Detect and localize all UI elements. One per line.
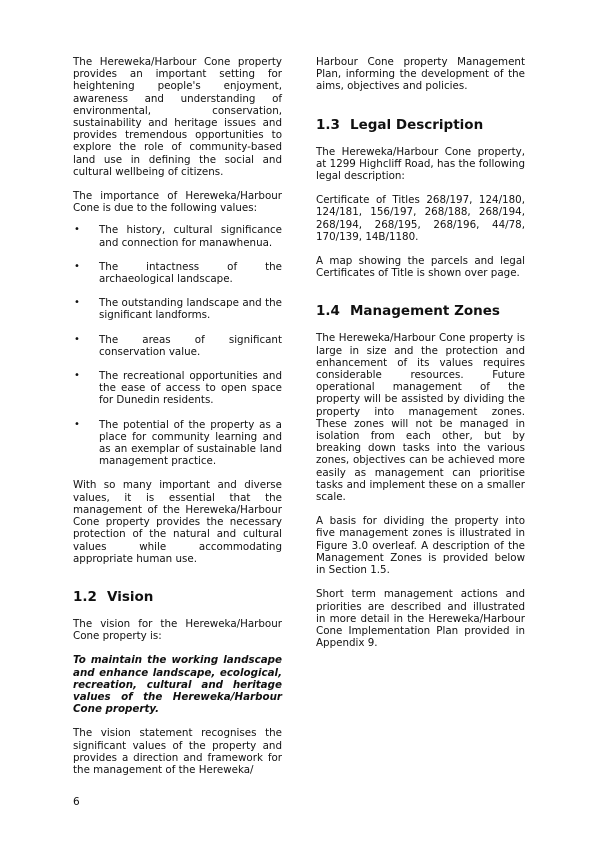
bullet-icon: • — [74, 224, 80, 236]
bullet-icon: • — [74, 260, 80, 272]
list-item: • The outstanding landscape and the significant landforms. — [74, 297, 282, 322]
diverse-values-paragraph: With so many important and diverse values, it is essential that the management of the Hereweka/Harbour Cone property provides the necessary protection of the natural and cultural values while accommodating appropriate human use. — [73, 479, 282, 565]
vision-statement: The vision statement recognises the significant values of the property and provides a direction and framework for the management of the Hereweka/ — [73, 727, 282, 776]
page-number: 6 — [73, 796, 80, 808]
list-item: • The areas of significant conservation value. — [74, 333, 282, 358]
section-title: Management Zones — [350, 303, 500, 320]
list-item: • The intactness of the archaeological landscape. — [74, 260, 282, 286]
vision-lead: The vision for the Hereweka/Harbour Cone property is: — [73, 617, 282, 643]
bullet-icon: • — [74, 297, 80, 309]
continuation-paragraph: Harbour Cone property Management Plan, informing the development of the aims, objectives and policies. — [316, 56, 525, 93]
bullet-icon: • — [74, 418, 80, 430]
left-column — [73, 56, 282, 788]
bullet-icon: • — [74, 333, 80, 345]
vision-quote: To maintain the working landscape and enhance landscape, ecological, recreation, cultural and heritage values of the Hereweka/Harbour Cone property. — [73, 654, 282, 716]
list-item: • The recreational opportunities and the ease of access to open space for Dunedin residents. — [74, 370, 282, 407]
zones-paragraph: The Hereweka/Harbour Cone property is large in size and the protection and enhancement of its values requires considerable resources. Future operational management of the property will be assisted by dividing the property into management zones. These zones will not be managed in isolation from each other, but by breaking down tasks into the various zones, objectives can be achieved more easily as management can prioritise tasks and implement these on a smaller scale. — [316, 332, 525, 504]
section-number: 1.2 — [73, 588, 97, 605]
values-list — [73, 224, 282, 467]
intro-paragraph: The Hereweka/Harbour Cone property provides an important setting for heightening people's enjoyment, awareness and understanding of environmental, conservation, sustainability and heritage issues and provides tremendous opportunities to explore the role of community-based land use in defining the social and cultural wellbeing of citizens. — [73, 56, 282, 178]
section-number: 1.3 — [316, 116, 340, 133]
zones-paragraph: A basis for dividing the property into five management zones is illustrated in Figure 3.0 overleaf. A description of the Management Zones is provided below in Section 1.5. — [316, 515, 525, 577]
right-column — [316, 56, 525, 661]
legal-description-heading — [316, 117, 525, 133]
zones-paragraph: Short term management actions and priorities are described and illustrated in more detail in the Hereweka/Harbour Cone Implementation Plan provided in Appendix 9. — [316, 588, 525, 650]
section-title: Legal Description — [350, 116, 484, 133]
vision-heading — [73, 589, 282, 605]
legal-titles-paragraph: Certificate of Titles 268/197, 124/180, 124/181, 156/197, 268/188, 268/194, 268/194, 268/195, 268/196, 44/78, 170/139, 14B/1180. — [316, 194, 525, 243]
importance-paragraph: The importance of Hereweka/Harbour Cone is due to the following values: — [73, 190, 282, 215]
section-number: 1.4 — [316, 303, 340, 320]
legal-map-paragraph: A map showing the parcels and legal Certificates of Title is shown over page. — [316, 255, 525, 280]
management-zones-heading — [316, 303, 525, 319]
list-item: • The potential of the property as a place for community learning and as an exemplar of sustainable land management practice. — [74, 418, 282, 468]
section-title: Vision — [107, 588, 154, 605]
list-item: • The history, cultural significance and connection for manawhenua. — [74, 224, 282, 249]
legal-paragraph: The Hereweka/Harbour Cone property, at 1299 Highcliff Road, has the following legal description: — [316, 145, 525, 183]
bullet-icon: • — [74, 370, 80, 382]
